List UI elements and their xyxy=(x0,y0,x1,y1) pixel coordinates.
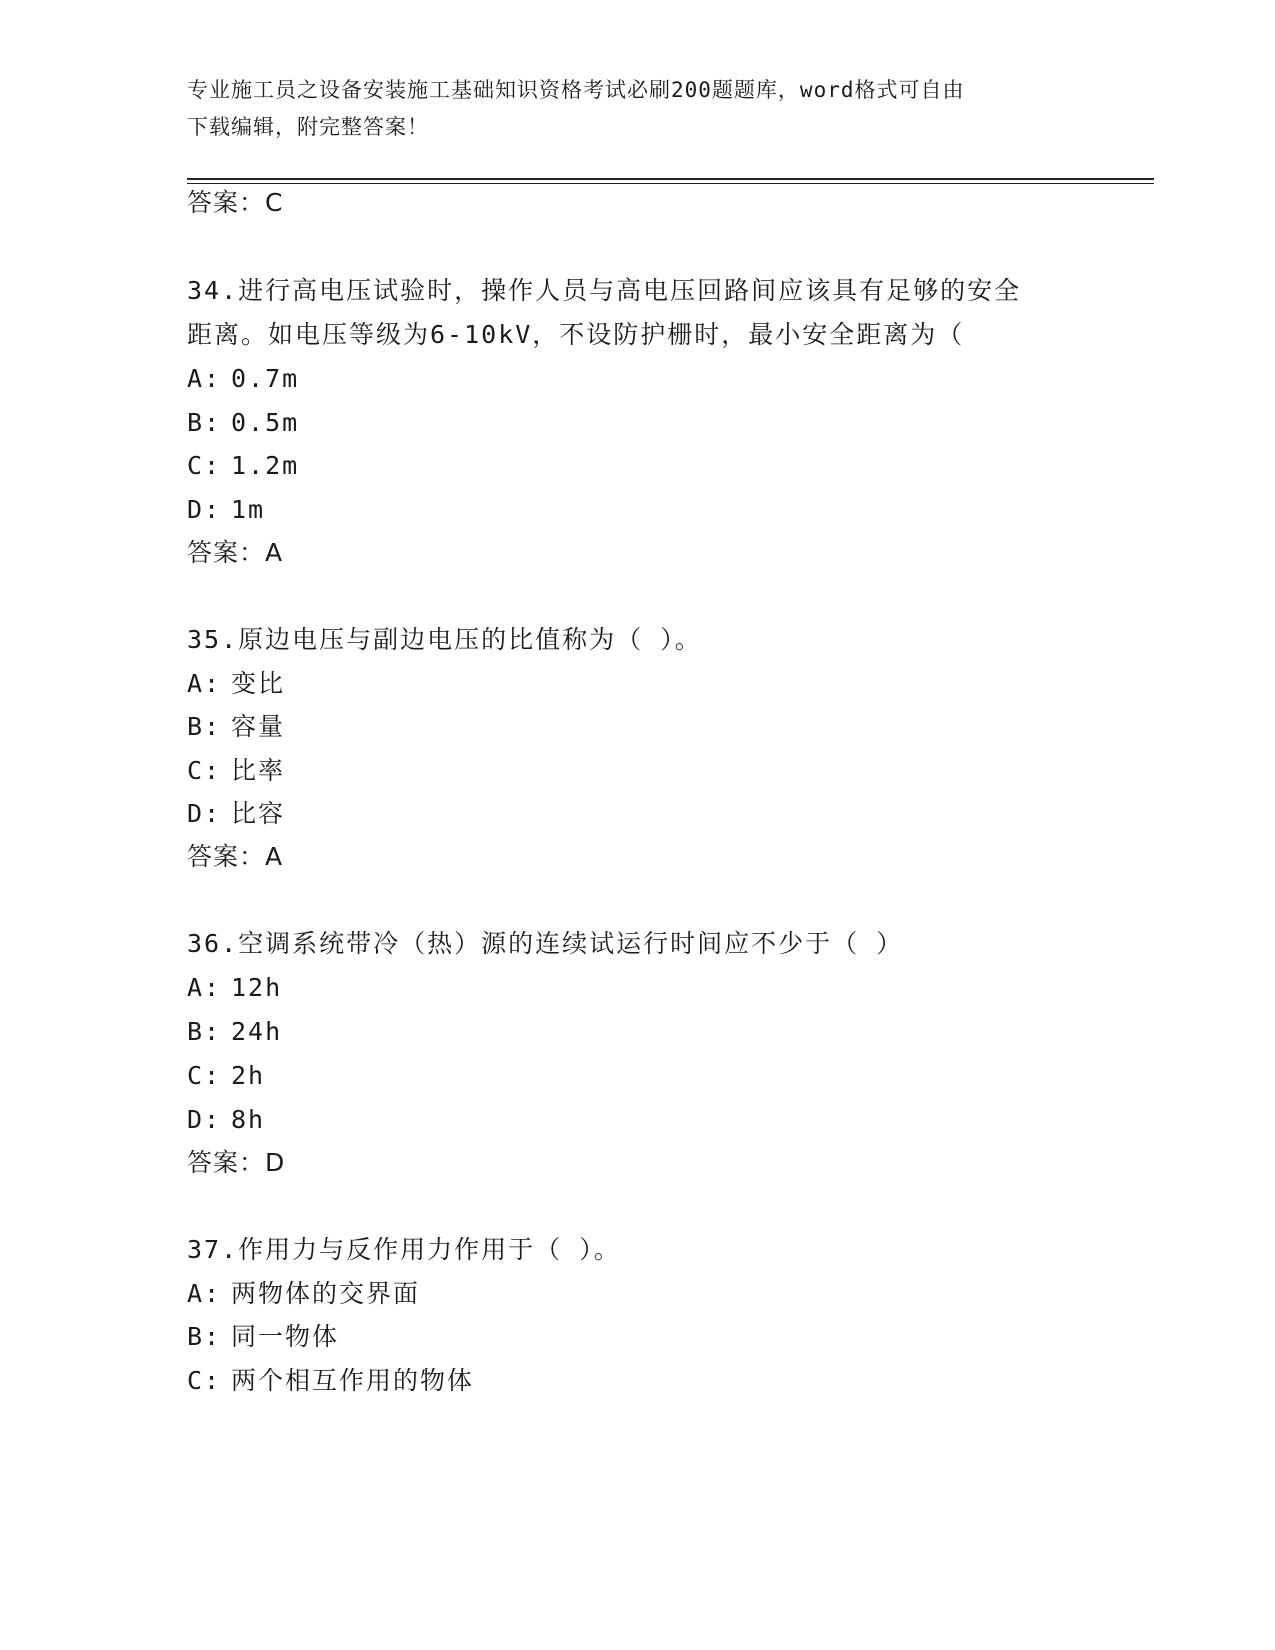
option-text: 容量 xyxy=(231,712,286,741)
option-label: A: xyxy=(187,364,222,393)
previous-answer: 答案：C xyxy=(187,188,284,217)
option-text: 24h xyxy=(231,1017,283,1046)
option-text: 两个相互作用的物体 xyxy=(231,1366,475,1395)
header-divider-thick xyxy=(187,178,1154,180)
question-35-line-1: 35.原边电压与副边电压的比值称为（ ）。 xyxy=(187,625,702,654)
question-34-option-d xyxy=(187,495,265,525)
option-label: C: xyxy=(187,756,222,785)
question-35-option-d xyxy=(187,799,285,829)
question-37-line-1: 37.作用力与反作用力作用于（ ）。 xyxy=(187,1235,621,1264)
option-text: 2h xyxy=(231,1061,266,1090)
question-34-answer: 答案：A xyxy=(187,538,284,567)
question-35-answer: 答案：A xyxy=(187,842,284,871)
option-text: 比率 xyxy=(231,756,286,785)
option-label: C: xyxy=(187,1061,222,1090)
option-label: B: xyxy=(187,712,222,741)
question-34-option-c xyxy=(187,451,299,481)
option-text: 变比 xyxy=(231,669,286,698)
option-label: A: xyxy=(187,973,222,1002)
question-35-option-b xyxy=(187,712,285,742)
option-label: C: xyxy=(187,1366,222,1395)
question-34-line-2: 距离。如电压等级为6-10kV，不设防护栅时，最小安全距离为（ xyxy=(187,320,965,349)
question-36-line-1: 36.空调系统带冷（热）源的连续试运行时间应不少于（ ） xyxy=(187,929,904,958)
question-36-option-b xyxy=(187,1017,282,1047)
option-text: 比容 xyxy=(231,799,286,828)
document-header xyxy=(187,72,1067,146)
question-34-line-1: 34.进行高电压试验时，操作人员与高电压回路间应该具有足够的安全 xyxy=(187,276,1022,305)
header-line-2: 下载编辑，附完整答案！ xyxy=(187,115,429,139)
header-line-1: 专业施工员之设备安装施工基础知识资格考试必刷200题题库，word格式可自由 xyxy=(187,78,965,102)
question-36-option-d xyxy=(187,1105,265,1135)
question-37-option-a xyxy=(187,1279,420,1309)
option-text: 0.5m xyxy=(231,408,300,437)
option-text: 1m xyxy=(231,495,266,524)
header-divider-thin xyxy=(187,183,1154,184)
option-label: B: xyxy=(187,1322,222,1351)
question-37-option-c xyxy=(187,1366,474,1396)
option-label: D: xyxy=(187,495,222,524)
option-label: B: xyxy=(187,408,222,437)
option-text: 1.2m xyxy=(231,451,300,480)
question-34-option-b xyxy=(187,408,299,438)
question-37-option-b xyxy=(187,1322,339,1352)
option-text: 同一物体 xyxy=(231,1322,340,1351)
question-35-option-c xyxy=(187,756,285,786)
option-label: D: xyxy=(187,799,222,828)
option-label: A: xyxy=(187,669,222,698)
option-text: 0.7m xyxy=(231,364,300,393)
question-36-option-c xyxy=(187,1061,265,1091)
question-36-answer: 答案：D xyxy=(187,1148,286,1177)
question-34-option-a xyxy=(187,364,299,394)
option-label: C: xyxy=(187,451,222,480)
option-text: 8h xyxy=(231,1105,266,1134)
question-35-option-a xyxy=(187,669,285,699)
option-text: 两物体的交界面 xyxy=(231,1279,421,1308)
option-label: D: xyxy=(187,1105,222,1134)
question-36-option-a xyxy=(187,973,282,1003)
option-text: 12h xyxy=(231,973,283,1002)
option-label: A: xyxy=(187,1279,222,1308)
option-label: B: xyxy=(187,1017,222,1046)
